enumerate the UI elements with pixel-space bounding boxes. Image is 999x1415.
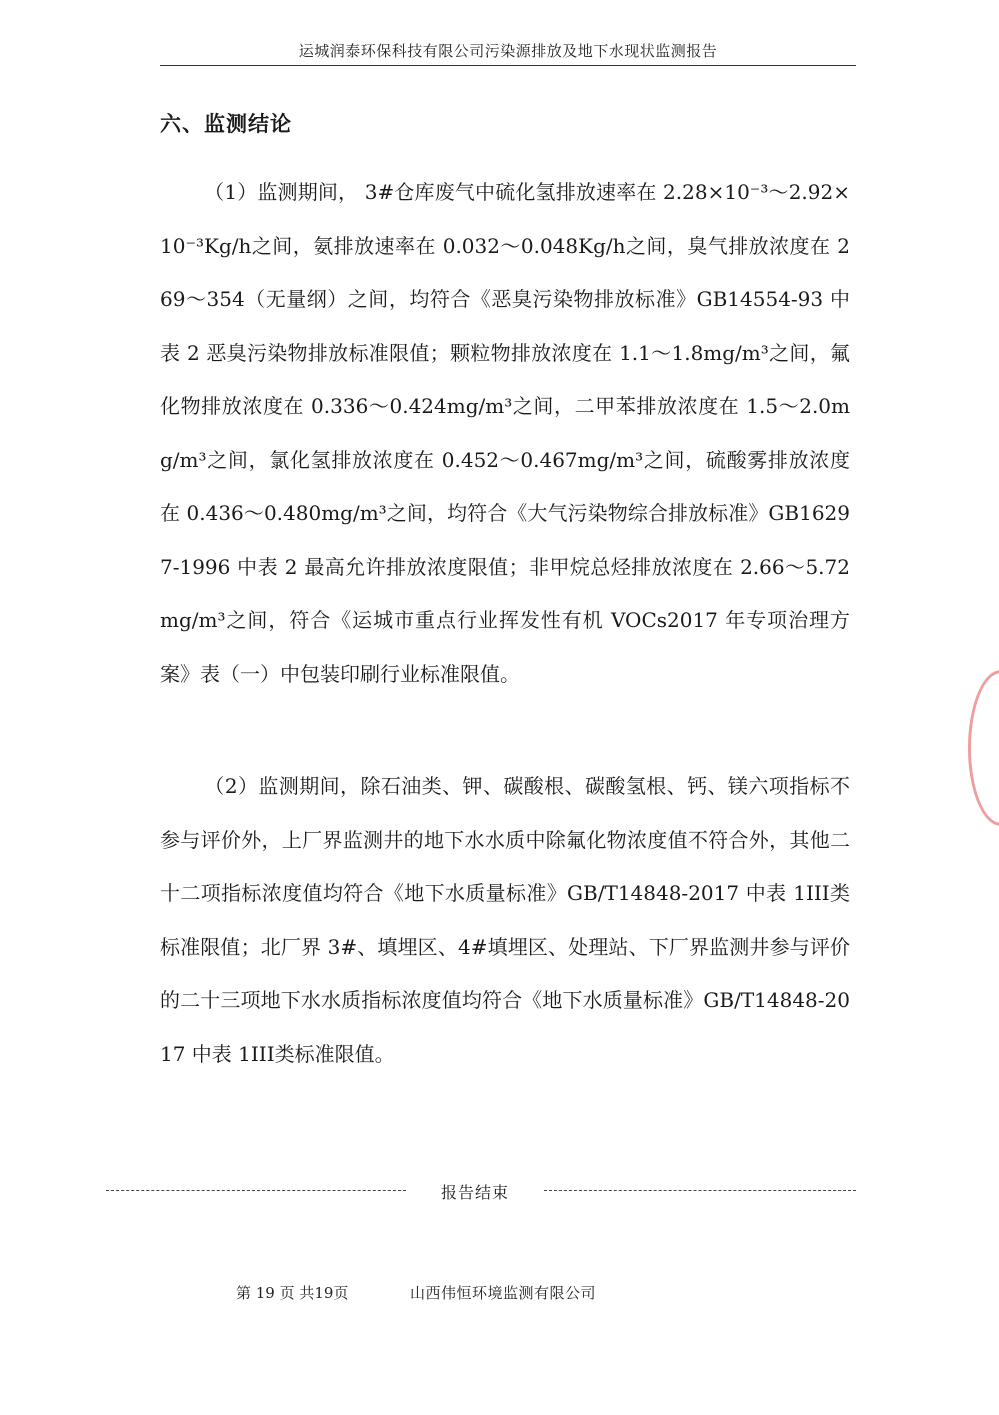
conclusion-paragraph-2-text: （2）监测期间，除石油类、钾、碳酸根、碳酸氢根、钙、镁六项指标不参与评价外，上厂界监测井的地下水水质中除氟化物浓度值不符合外，其他二十二项指标浓度值均符合《地下水质量标准》GB/T14848-2017 中表 1III类标准限值；北厂界 3#、填埋区、4#填埋区、处理站、下厂界监测井参与评价的二十三项地下水水质指标浓度值均符合《地下水质量标准》GB/T14848-2017 中表 1III类标准限值。 — [160, 774, 850, 1066]
page-header: 运城润泰环保科技有限公司污染源排放及地下水现状监测报告 — [298, 42, 718, 60]
conclusion-paragraph-2 — [160, 760, 850, 1081]
dashed-divider-left — [106, 1190, 406, 1191]
conclusion-paragraph-1-text: （1）监测期间， 3#仓库废气中硫化氢排放速率在 2.28×10⁻³～2.92×10⁻³Kg/h之间，氨排放速率在 0.032～0.048Kg/h之间，臭气排放浓度在 269～354（无量纲）之间，均符合《恶臭污染物排放标准》GB14554-93 中表 2 恶臭污染物排放标准限值；颗粒物排放浓度在 1.1～1.8mg/m³之间，氟化物排放浓度在 0.336～0.424mg/m³之间，二甲苯排放浓度在 1.5～2.0mg/m³之间，氯化氢排放浓度在 0.452～0.467mg/m³之间，硫酸雾排放浓度在 0.436～0.480mg/m³之间，均符合《大气污染物综合排放标准》GB16297-1996 中表 2 最高允许排放浓度限值；非甲烷总烃排放浓度在 2.66～5.72mg/m³之间，符合《运城市重点行业挥发性有机 VOCs2017 年专项治理方案》表（一）中包装印刷行业标准限值。 — [160, 180, 850, 686]
report-end-marker — [106, 1183, 856, 1210]
header-divider — [160, 65, 856, 66]
footer-page-number: 第 19 页 共19页 — [236, 1284, 349, 1302]
report-end-text: 报告结束 — [440, 1183, 509, 1202]
conclusion-paragraph-1 — [160, 166, 850, 701]
seal-stamp-edge — [968, 670, 999, 826]
footer-organization: 山西伟恒环境监测有限公司 — [410, 1284, 597, 1302]
dashed-divider-right — [544, 1190, 856, 1191]
section-title: 六、监测结论 — [160, 111, 292, 136]
